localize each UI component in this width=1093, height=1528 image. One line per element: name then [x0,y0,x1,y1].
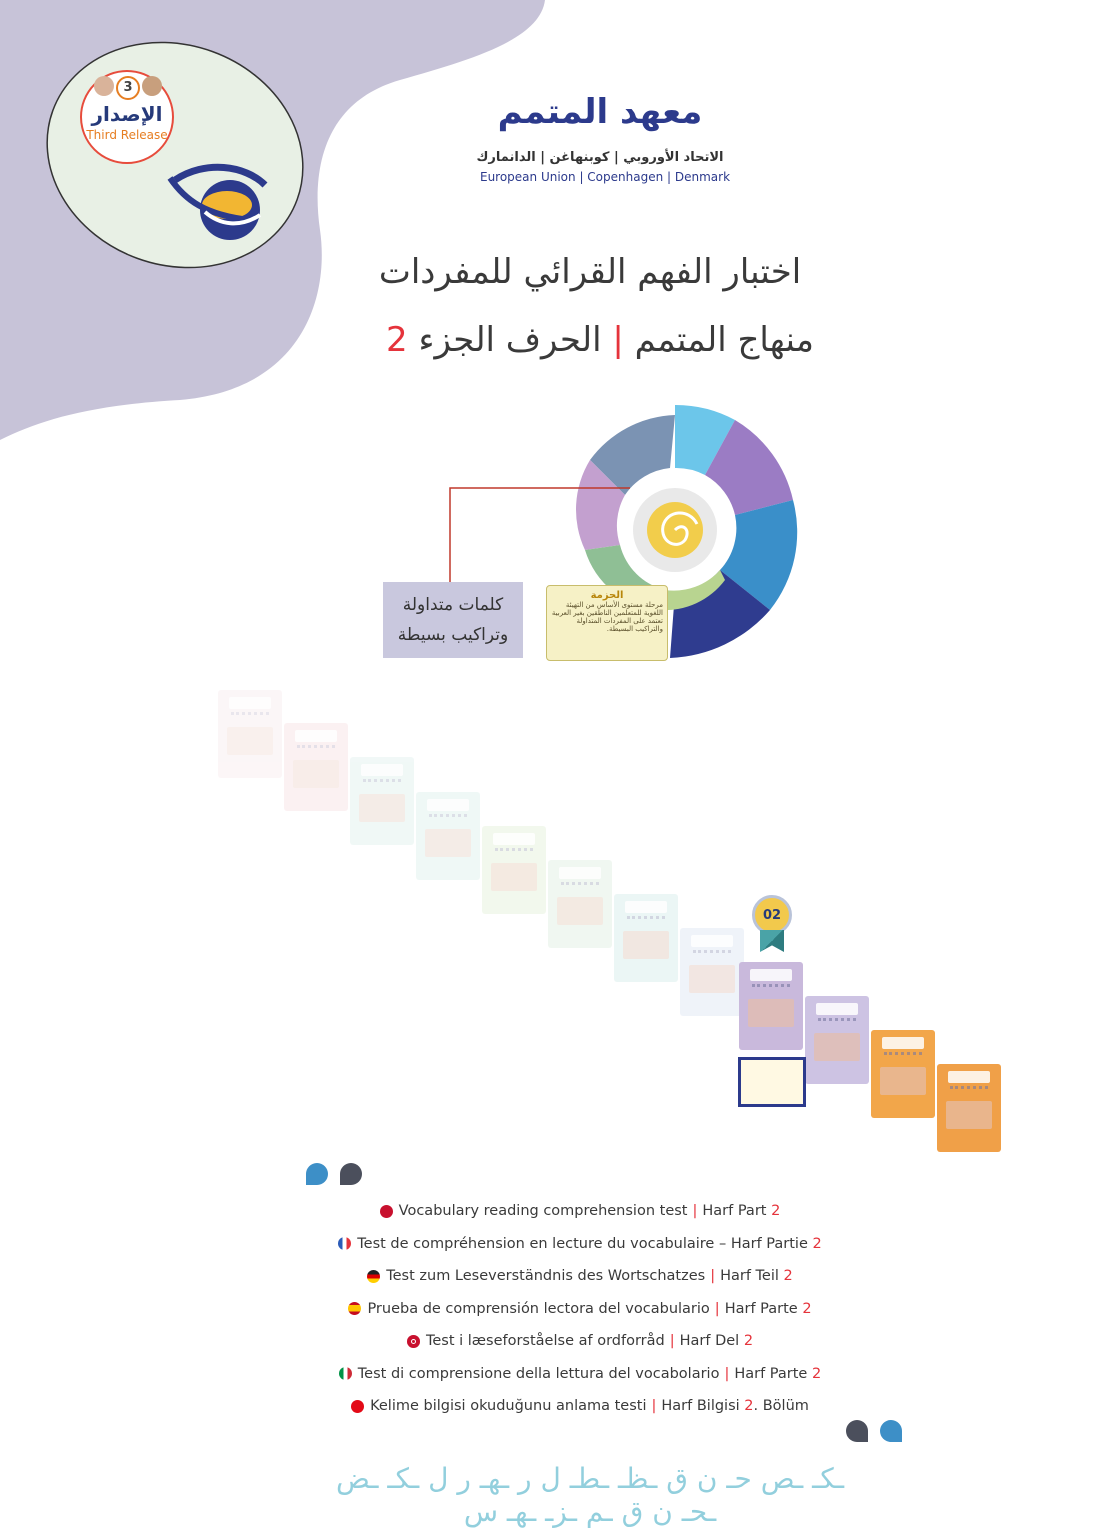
book-cover [416,792,480,880]
part-number: 2 [783,1268,793,1285]
level-callout [383,582,523,658]
series-text: Harf Teil [720,1268,779,1285]
translated-titles-list [250,1195,910,1423]
part-number: 2 [771,1203,781,1220]
note-title: الحزمة [590,590,624,601]
institute-location-english: European Union | Copenhagen | Denmark [479,170,731,184]
award-ribbon-icon [760,930,784,952]
callout-line: وتراكيب بسيطة [397,625,509,645]
avatar [94,76,114,96]
title-text: Test i læseforståelse af ordforråd [425,1333,665,1350]
quote-open-icon [340,1163,362,1185]
title-text: Prueba de comprensión lectora del vocabulario [367,1300,710,1317]
part-label: الحرف الجزء [418,320,602,360]
book-cover [805,996,869,1084]
book-cover [350,757,414,845]
header-background-shape [0,0,1093,460]
series-text: Harf Parte [734,1365,808,1382]
note-body: مرحلة مستوى الأساس من التهيئة اللغوية للمتعلمين الناطقين بغير العربية تعتمد على المفردات المتداولة والتراكيب البسيطة. [551,601,663,633]
denmark-flag-icon [407,1335,420,1348]
decorative-calligraphy: ـكـ ـص حـ ن ق ـظـ ـطـ ل ر ـهـ ر ل ـكـ ـض ـحـ ن ق ـم ـزـ ـهـ س [335,1462,845,1528]
institute-name: معهد المتمم [497,92,703,132]
part-number: 2 [744,1398,754,1415]
book-cover [482,826,546,914]
title-text: Test de compréhension en lecture du vocabulaire – Harf Partie [357,1235,808,1252]
title-text: Test zum Leseverständnis des Wortschatzes [386,1268,706,1285]
list-item: Test di comprensione della lettura del vocabolario | Harf Parte 2 [250,1358,910,1391]
curriculum-name: منهاج المتمم [634,320,814,360]
title-text: Test di comprensione della lettura del vocabolario [357,1365,720,1382]
part-number: 2 [802,1300,812,1317]
avatar [142,76,162,96]
release-number: 3 [116,76,140,100]
part-number: 2 [386,320,408,360]
page-subtitle [320,320,880,360]
quote-open-icon [306,1163,328,1185]
part-number: 2 [812,1235,822,1252]
book-cover [680,928,744,1016]
series-text: Harf Del [679,1333,740,1350]
release-label-english: Third Release [86,128,168,142]
germany-flag-icon [367,1270,380,1283]
book-cover [614,894,678,982]
list-item [250,1228,910,1261]
motamim-logo [165,160,285,255]
book-cover-active [739,962,803,1050]
list-item: Kelime bilgisi okuduğunu anlama testi | Harf Bilgisi 2 . Bölüm [250,1390,910,1423]
list-item: Prueba de comprensión lectora del vocabulario | Harf Parte 2 [250,1293,910,1326]
series-text: Harf Parte [724,1300,798,1317]
list-item: Test zum Leseverständnis des Wortschatzes | Harf Teil 2 [250,1260,910,1293]
list-item: Vocabulary reading comprehension test | Harf Part 2 [250,1195,910,1228]
book-cover [548,860,612,948]
part-number: 2 [743,1333,754,1350]
info-note [546,585,668,661]
book-cover [871,1030,935,1118]
title-separator: | [612,320,624,360]
quote-close-icon [846,1420,868,1442]
france-flag-icon [338,1237,351,1250]
italy-flag-icon [339,1367,352,1380]
third-release-badge [80,70,174,164]
part-number: 2 [811,1365,822,1382]
institute-location-arabic: الاتحاد الأوروبي | كوبنهاغن | الدانمارك [476,150,724,165]
page-title: اختبار الفهم القرائي للمفردات [378,252,802,292]
book-cover [937,1064,1001,1152]
suffix-text: . Bölüm [753,1398,809,1415]
series-text: Harf Part [702,1203,767,1220]
quote-close-icon [880,1420,902,1442]
spain-flag-icon [348,1302,361,1315]
uk-flag-icon [380,1205,393,1218]
series-text: Harf Bilgisi [661,1398,740,1415]
list-item: Test i læseforståelse af ordforråd | Harf Del 2 [250,1325,910,1358]
certificate-thumbnail [738,1057,806,1107]
book-cover [218,690,282,778]
title-text: Kelime bilgisi okuduğunu anlama testi [370,1398,647,1415]
release-label-arabic: الإصدار [91,102,163,126]
callout-line: كلمات متداولة [402,595,504,615]
level-award-badge: 02 [752,895,792,935]
book-cover [284,723,348,811]
title-text: Vocabulary reading comprehension test [398,1203,688,1220]
turkey-flag-icon [351,1400,364,1413]
